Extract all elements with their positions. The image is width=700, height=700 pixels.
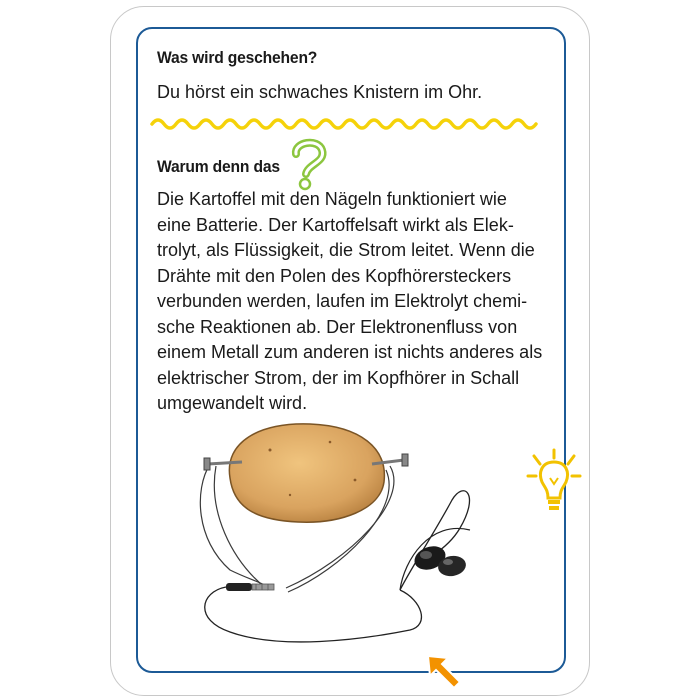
headphone-cable-b bbox=[400, 491, 469, 590]
explanation-line: einem Metall zum anderen ist nichts anderes als bbox=[157, 342, 543, 362]
explanation-line: sche Reaktionen ab. Der Elektronenfluss von bbox=[157, 316, 518, 337]
lightbulb-icon bbox=[524, 448, 584, 518]
why-heading: Warum denn das bbox=[157, 157, 280, 176]
explanation-line: umgewandelt wird. bbox=[157, 393, 308, 413]
question-heading: Was wird geschehen? bbox=[157, 48, 318, 67]
potato-battery-illustration bbox=[190, 420, 490, 650]
explanation-line: elektrischer Strom, der im Kopfhörer in Schall bbox=[157, 367, 520, 388]
wavy-divider bbox=[150, 114, 545, 134]
arrow-icon bbox=[424, 652, 464, 692]
answer-text: Du hörst ein schwaches Knistern im Ohr. bbox=[157, 82, 483, 102]
explanation-text bbox=[157, 187, 552, 417]
explanation-line: Drähte mit den Polen des Kopfhörersteckers bbox=[157, 265, 512, 286]
explanation-line: trolyt, als Flüssigkeit, die Strom leitet. Wenn die bbox=[157, 240, 535, 260]
headphone-cable bbox=[205, 587, 422, 642]
potato bbox=[229, 424, 384, 522]
question-mark-icon bbox=[282, 136, 332, 192]
explanation-line: eine Batterie. Der Kartoffelsaft wirkt als Elek- bbox=[157, 214, 514, 235]
headphone-plug bbox=[226, 583, 274, 591]
explanation-line: Die Kartoffel mit den Nägeln funktioniert wie bbox=[157, 189, 507, 209]
explanation-line: verbunden werden, laufen im Elektrolyt chemi- bbox=[157, 291, 528, 311]
